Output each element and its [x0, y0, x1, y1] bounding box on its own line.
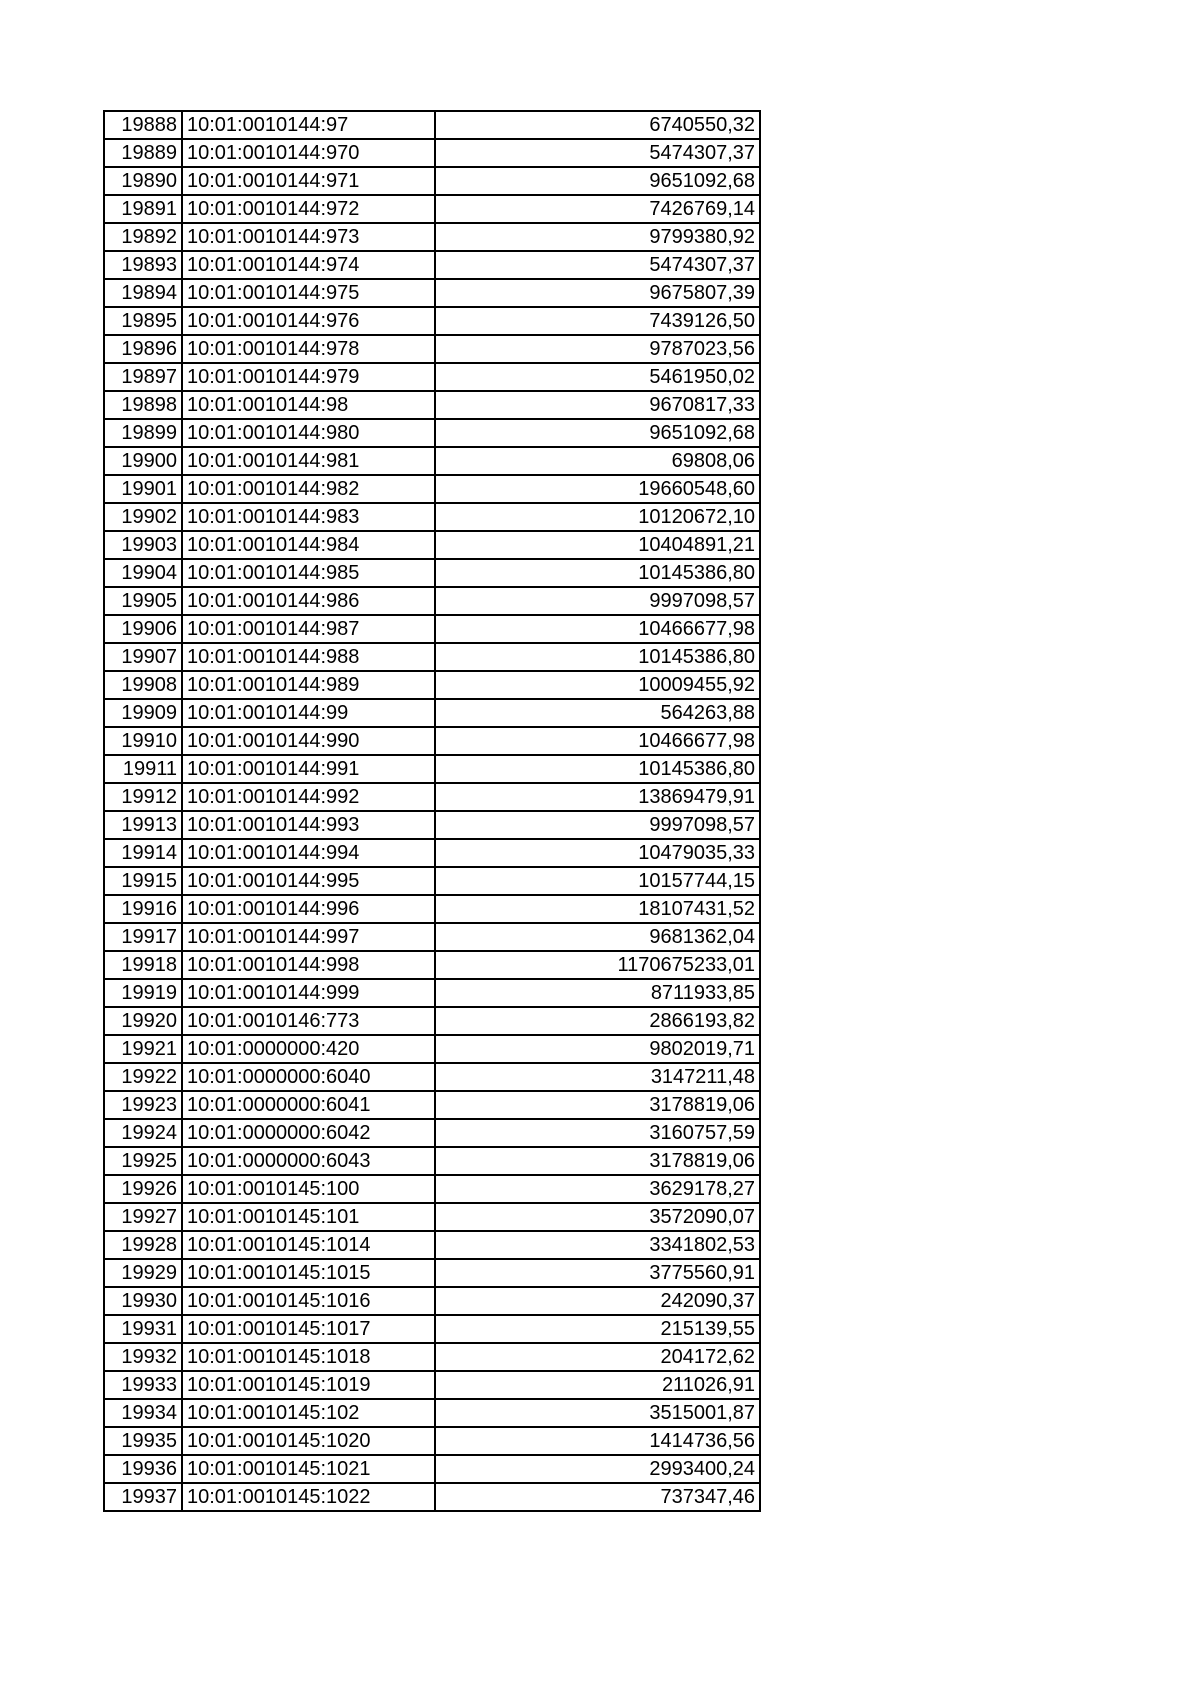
table-row — [104, 755, 760, 783]
value-cell: 9997098,57 — [435, 587, 760, 615]
value-cell: 10466677,98 — [435, 727, 760, 755]
value-cell: 10479035,33 — [435, 839, 760, 867]
value-cell: 10157744,15 — [435, 867, 760, 895]
row-number-cell: 19917 — [104, 923, 182, 951]
table-row — [104, 1287, 760, 1315]
value-cell: 204172,62 — [435, 1343, 760, 1371]
value-cell: 10145386,80 — [435, 643, 760, 671]
cadastral-number-cell: 10:01:0000000:6040 — [182, 1063, 435, 1091]
cadastral-number-cell: 10:01:0010145:1017 — [182, 1315, 435, 1343]
cadastral-number-cell: 10:01:0010145:100 — [182, 1175, 435, 1203]
cadastral-number-cell: 10:01:0010144:996 — [182, 895, 435, 923]
value-cell: 9651092,68 — [435, 167, 760, 195]
cadastral-number-cell: 10:01:0010145:1021 — [182, 1455, 435, 1483]
table-row — [104, 1147, 760, 1175]
value-cell: 3178819,06 — [435, 1147, 760, 1175]
table-row — [104, 419, 760, 447]
row-number-cell: 19920 — [104, 1007, 182, 1035]
row-number-cell: 19919 — [104, 979, 182, 1007]
value-cell: 3775560,91 — [435, 1259, 760, 1287]
table-row — [104, 1399, 760, 1427]
row-number-cell: 19914 — [104, 839, 182, 867]
table-row — [104, 867, 760, 895]
table-row — [104, 531, 760, 559]
value-cell: 5474307,37 — [435, 139, 760, 167]
table-row — [104, 251, 760, 279]
row-number-cell: 19935 — [104, 1427, 182, 1455]
cadastral-number-cell: 10:01:0010144:99 — [182, 699, 435, 727]
table-row — [104, 1427, 760, 1455]
row-number-cell: 19931 — [104, 1315, 182, 1343]
cadastral-number-cell: 10:01:0010145:1020 — [182, 1427, 435, 1455]
row-number-cell: 19925 — [104, 1147, 182, 1175]
row-number-cell: 19900 — [104, 447, 182, 475]
row-number-cell: 19890 — [104, 167, 182, 195]
cadastral-number-cell: 10:01:0010144:987 — [182, 615, 435, 643]
table-row — [104, 1203, 760, 1231]
cadastral-number-cell: 10:01:0010145:1019 — [182, 1371, 435, 1399]
table-row — [104, 1119, 760, 1147]
row-number-cell: 19895 — [104, 307, 182, 335]
value-cell: 8711933,85 — [435, 979, 760, 1007]
table-row — [104, 1007, 760, 1035]
row-number-cell: 19933 — [104, 1371, 182, 1399]
cadastral-number-cell: 10:01:0010145:1018 — [182, 1343, 435, 1371]
value-cell: 9675807,39 — [435, 279, 760, 307]
cadastral-number-cell: 10:01:0010144:98 — [182, 391, 435, 419]
row-number-cell: 19924 — [104, 1119, 182, 1147]
row-number-cell: 19911 — [104, 755, 182, 783]
row-number-cell: 19921 — [104, 1035, 182, 1063]
cadastral-number-cell: 10:01:0010144:992 — [182, 783, 435, 811]
cadastral-number-cell: 10:01:0010144:984 — [182, 531, 435, 559]
cadastral-number-cell: 10:01:0010144:972 — [182, 195, 435, 223]
row-number-cell: 19907 — [104, 643, 182, 671]
row-number-cell: 19910 — [104, 727, 182, 755]
table-row — [104, 1175, 760, 1203]
value-cell: 5461950,02 — [435, 363, 760, 391]
row-number-cell: 19927 — [104, 1203, 182, 1231]
value-cell: 3572090,07 — [435, 1203, 760, 1231]
cadastral-number-cell: 10:01:0010144:973 — [182, 223, 435, 251]
cadastral-number-cell: 10:01:0010144:983 — [182, 503, 435, 531]
cadastral-number-cell: 10:01:0010144:998 — [182, 951, 435, 979]
value-cell: 2993400,24 — [435, 1455, 760, 1483]
row-number-cell: 19915 — [104, 867, 182, 895]
table-row — [104, 839, 760, 867]
value-cell: 7426769,14 — [435, 195, 760, 223]
row-number-cell: 19893 — [104, 251, 182, 279]
table-row — [104, 615, 760, 643]
spreadsheet-page — [103, 110, 761, 1512]
row-number-cell: 19923 — [104, 1091, 182, 1119]
table-row — [104, 111, 760, 139]
table-row — [104, 979, 760, 1007]
table-row — [104, 503, 760, 531]
cadastral-number-cell: 10:01:0000000:6043 — [182, 1147, 435, 1175]
cadastral-number-cell: 10:01:0010144:974 — [182, 251, 435, 279]
table-row — [104, 1063, 760, 1091]
table-row — [104, 1483, 760, 1511]
row-number-cell: 19922 — [104, 1063, 182, 1091]
table-row — [104, 167, 760, 195]
row-number-cell: 19899 — [104, 419, 182, 447]
value-cell: 9802019,71 — [435, 1035, 760, 1063]
row-number-cell: 19904 — [104, 559, 182, 587]
value-cell: 9787023,56 — [435, 335, 760, 363]
value-cell: 3178819,06 — [435, 1091, 760, 1119]
cadastral-number-cell: 10:01:0010146:773 — [182, 1007, 435, 1035]
row-number-cell: 19898 — [104, 391, 182, 419]
cadastral-number-cell: 10:01:0010144:999 — [182, 979, 435, 1007]
value-cell: 19660548,60 — [435, 475, 760, 503]
value-cell: 9670817,33 — [435, 391, 760, 419]
value-cell: 10120672,10 — [435, 503, 760, 531]
cadastral-number-cell: 10:01:0010144:978 — [182, 335, 435, 363]
value-cell: 2866193,82 — [435, 1007, 760, 1035]
value-cell: 242090,37 — [435, 1287, 760, 1315]
table-row — [104, 307, 760, 335]
table-row — [104, 447, 760, 475]
cadastral-number-cell: 10:01:0010144:982 — [182, 475, 435, 503]
cadastral-number-cell: 10:01:0010144:989 — [182, 671, 435, 699]
cadastral-number-cell: 10:01:0010145:1022 — [182, 1483, 435, 1511]
cadastral-number-cell: 10:01:0010144:97 — [182, 111, 435, 139]
value-cell: 18107431,52 — [435, 895, 760, 923]
table-row — [104, 1455, 760, 1483]
value-cell: 9681362,04 — [435, 923, 760, 951]
table-row — [104, 391, 760, 419]
table-row — [104, 1315, 760, 1343]
row-number-cell: 19906 — [104, 615, 182, 643]
table-row — [104, 1371, 760, 1399]
row-number-cell: 19912 — [104, 783, 182, 811]
cadastral-number-cell: 10:01:0010144:976 — [182, 307, 435, 335]
table-row — [104, 895, 760, 923]
row-number-cell: 19903 — [104, 531, 182, 559]
value-cell: 10466677,98 — [435, 615, 760, 643]
table-row — [104, 279, 760, 307]
cadastral-number-cell: 10:01:0010144:979 — [182, 363, 435, 391]
value-cell: 564263,88 — [435, 699, 760, 727]
table-body — [104, 111, 760, 1511]
table-row — [104, 951, 760, 979]
row-number-cell: 19932 — [104, 1343, 182, 1371]
value-cell: 69808,06 — [435, 447, 760, 475]
table-row — [104, 727, 760, 755]
value-cell: 10145386,80 — [435, 755, 760, 783]
cadastral-number-cell: 10:01:0010144:986 — [182, 587, 435, 615]
table-row — [104, 699, 760, 727]
value-cell: 211026,91 — [435, 1371, 760, 1399]
table-row — [104, 1343, 760, 1371]
value-cell: 1414736,56 — [435, 1427, 760, 1455]
cadastral-number-cell: 10:01:0010144:970 — [182, 139, 435, 167]
value-cell: 1170675233,01 — [435, 951, 760, 979]
value-cell: 13869479,91 — [435, 783, 760, 811]
table-row — [104, 783, 760, 811]
table-row — [104, 1259, 760, 1287]
row-number-cell: 19918 — [104, 951, 182, 979]
cadastral-number-cell: 10:01:0010144:980 — [182, 419, 435, 447]
row-number-cell: 19909 — [104, 699, 182, 727]
cadastral-number-cell: 10:01:0010144:988 — [182, 643, 435, 671]
row-number-cell: 19905 — [104, 587, 182, 615]
row-number-cell: 19929 — [104, 1259, 182, 1287]
data-table — [103, 110, 761, 1512]
value-cell: 10145386,80 — [435, 559, 760, 587]
value-cell: 9651092,68 — [435, 419, 760, 447]
row-number-cell: 19928 — [104, 1231, 182, 1259]
row-number-cell: 19897 — [104, 363, 182, 391]
value-cell: 9799380,92 — [435, 223, 760, 251]
table-row — [104, 671, 760, 699]
table-row — [104, 195, 760, 223]
table-row — [104, 587, 760, 615]
table-row — [104, 559, 760, 587]
cadastral-number-cell: 10:01:0010145:102 — [182, 1399, 435, 1427]
row-number-cell: 19888 — [104, 111, 182, 139]
value-cell: 10009455,92 — [435, 671, 760, 699]
value-cell: 10404891,21 — [435, 531, 760, 559]
row-number-cell: 19926 — [104, 1175, 182, 1203]
cadastral-number-cell: 10:01:0010144:994 — [182, 839, 435, 867]
table-row — [104, 811, 760, 839]
row-number-cell: 19894 — [104, 279, 182, 307]
row-number-cell: 19934 — [104, 1399, 182, 1427]
row-number-cell: 19902 — [104, 503, 182, 531]
value-cell: 9997098,57 — [435, 811, 760, 839]
value-cell: 3341802,53 — [435, 1231, 760, 1259]
cadastral-number-cell: 10:01:0010145:1015 — [182, 1259, 435, 1287]
cadastral-number-cell: 10:01:0000000:420 — [182, 1035, 435, 1063]
cadastral-number-cell: 10:01:0010145:101 — [182, 1203, 435, 1231]
cadastral-number-cell: 10:01:0000000:6042 — [182, 1119, 435, 1147]
cadastral-number-cell: 10:01:0010144:975 — [182, 279, 435, 307]
table-row — [104, 1091, 760, 1119]
row-number-cell: 19916 — [104, 895, 182, 923]
value-cell: 5474307,37 — [435, 251, 760, 279]
table-row — [104, 363, 760, 391]
table-row — [104, 923, 760, 951]
table-row — [104, 1035, 760, 1063]
cadastral-number-cell: 10:01:0010144:995 — [182, 867, 435, 895]
cadastral-number-cell: 10:01:0000000:6041 — [182, 1091, 435, 1119]
cadastral-number-cell: 10:01:0010144:990 — [182, 727, 435, 755]
value-cell: 3147211,48 — [435, 1063, 760, 1091]
value-cell: 6740550,32 — [435, 111, 760, 139]
value-cell: 737347,46 — [435, 1483, 760, 1511]
cadastral-number-cell: 10:01:0010144:971 — [182, 167, 435, 195]
row-number-cell: 19930 — [104, 1287, 182, 1315]
row-number-cell: 19937 — [104, 1483, 182, 1511]
row-number-cell: 19913 — [104, 811, 182, 839]
row-number-cell: 19896 — [104, 335, 182, 363]
cadastral-number-cell: 10:01:0010144:985 — [182, 559, 435, 587]
cadastral-number-cell: 10:01:0010144:991 — [182, 755, 435, 783]
value-cell: 215139,55 — [435, 1315, 760, 1343]
value-cell: 3515001,87 — [435, 1399, 760, 1427]
row-number-cell: 19889 — [104, 139, 182, 167]
cadastral-number-cell: 10:01:0010144:981 — [182, 447, 435, 475]
table-row — [104, 139, 760, 167]
row-number-cell: 19908 — [104, 671, 182, 699]
row-number-cell: 19892 — [104, 223, 182, 251]
table-row — [104, 223, 760, 251]
table-row — [104, 475, 760, 503]
table-row — [104, 643, 760, 671]
table-row — [104, 335, 760, 363]
value-cell: 3629178,27 — [435, 1175, 760, 1203]
value-cell: 3160757,59 — [435, 1119, 760, 1147]
cadastral-number-cell: 10:01:0010145:1014 — [182, 1231, 435, 1259]
row-number-cell: 19901 — [104, 475, 182, 503]
cadastral-number-cell: 10:01:0010145:1016 — [182, 1287, 435, 1315]
cadastral-number-cell: 10:01:0010144:997 — [182, 923, 435, 951]
row-number-cell: 19936 — [104, 1455, 182, 1483]
table-row — [104, 1231, 760, 1259]
value-cell: 7439126,50 — [435, 307, 760, 335]
row-number-cell: 19891 — [104, 195, 182, 223]
cadastral-number-cell: 10:01:0010144:993 — [182, 811, 435, 839]
